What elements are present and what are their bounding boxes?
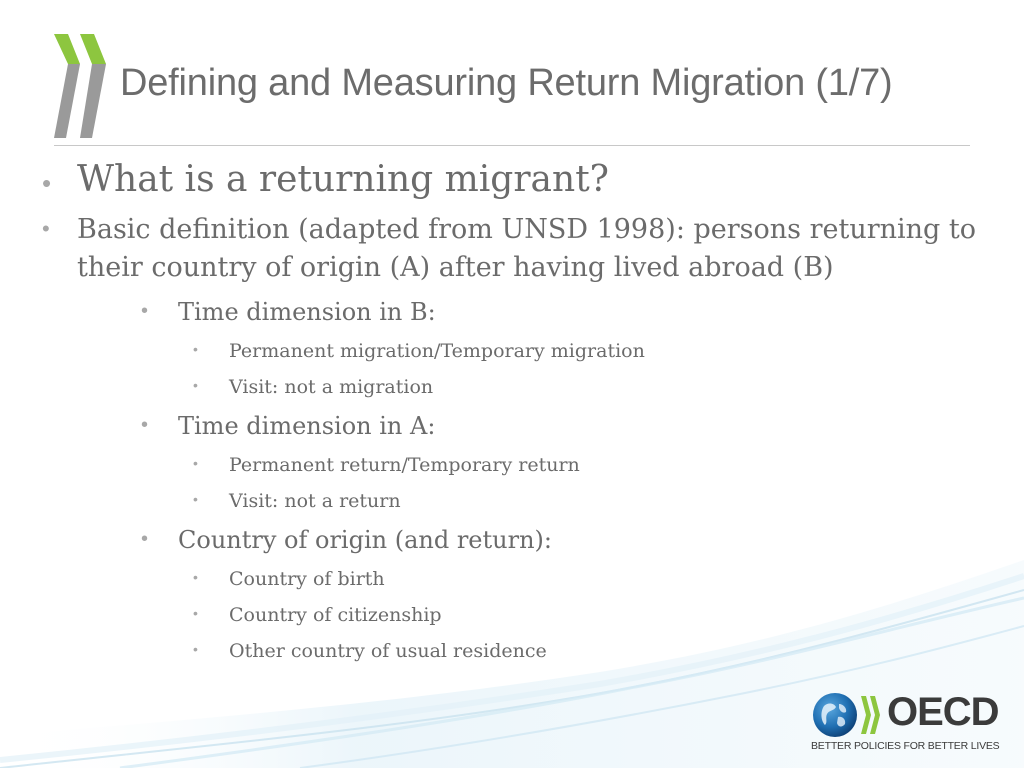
oecd-tagline: BETTER POLICIES FOR BETTER LIVES: [811, 740, 1000, 752]
bullet-marker: •: [42, 168, 52, 198]
bullet-marker: •: [42, 216, 50, 241]
bullet-permanent-migration: Permanent migration/Temporary migration: [229, 340, 645, 362]
bullet-marker: •: [193, 569, 198, 585]
bullet-marker: •: [193, 605, 198, 621]
bullet-visit-not-return: Visit: not a return: [229, 490, 401, 512]
bullet-marker: •: [193, 491, 198, 507]
oecd-logo: [810, 692, 1006, 752]
bullet-marker: •: [141, 300, 149, 322]
bullet-country-of-birth: Country of birth: [229, 568, 385, 590]
globe-icon: [812, 692, 858, 738]
bullet-country-of-citizenship: Country of citizenship: [229, 604, 442, 626]
bullet-marker: •: [193, 641, 198, 657]
bullet-other-country-residence: Other country of usual residence: [229, 640, 547, 662]
bullet-marker: •: [141, 414, 149, 436]
bullet-question: What is a returning migrant?: [77, 159, 609, 200]
bullet-marker: •: [193, 341, 198, 357]
bullet-time-dimension-a: Time dimension in A:: [178, 412, 436, 440]
bullet-permanent-return: Permanent return/Temporary return: [229, 454, 580, 476]
bullet-visit-not-migration: Visit: not a migration: [229, 376, 434, 398]
oecd-logo-chevrons-icon: [860, 696, 886, 734]
bullet-marker: •: [141, 528, 149, 550]
oecd-logo-text: OECD: [887, 690, 999, 734]
bullet-marker: •: [193, 377, 198, 393]
slide-title: Defining and Measuring Return Migration (1/7): [120, 62, 893, 104]
title-divider: [54, 145, 970, 146]
oecd-chevrons-icon: [50, 34, 114, 140]
bullet-marker: •: [193, 455, 198, 471]
bullet-time-dimension-b: Time dimension in B:: [178, 298, 436, 326]
bullet-definition: Basic definition (adapted from UNSD 1998): persons returning to their country of origin (A) after having lived abroad (B): [77, 214, 977, 283]
bullet-country-of-origin: Country of origin (and return):: [178, 526, 552, 554]
